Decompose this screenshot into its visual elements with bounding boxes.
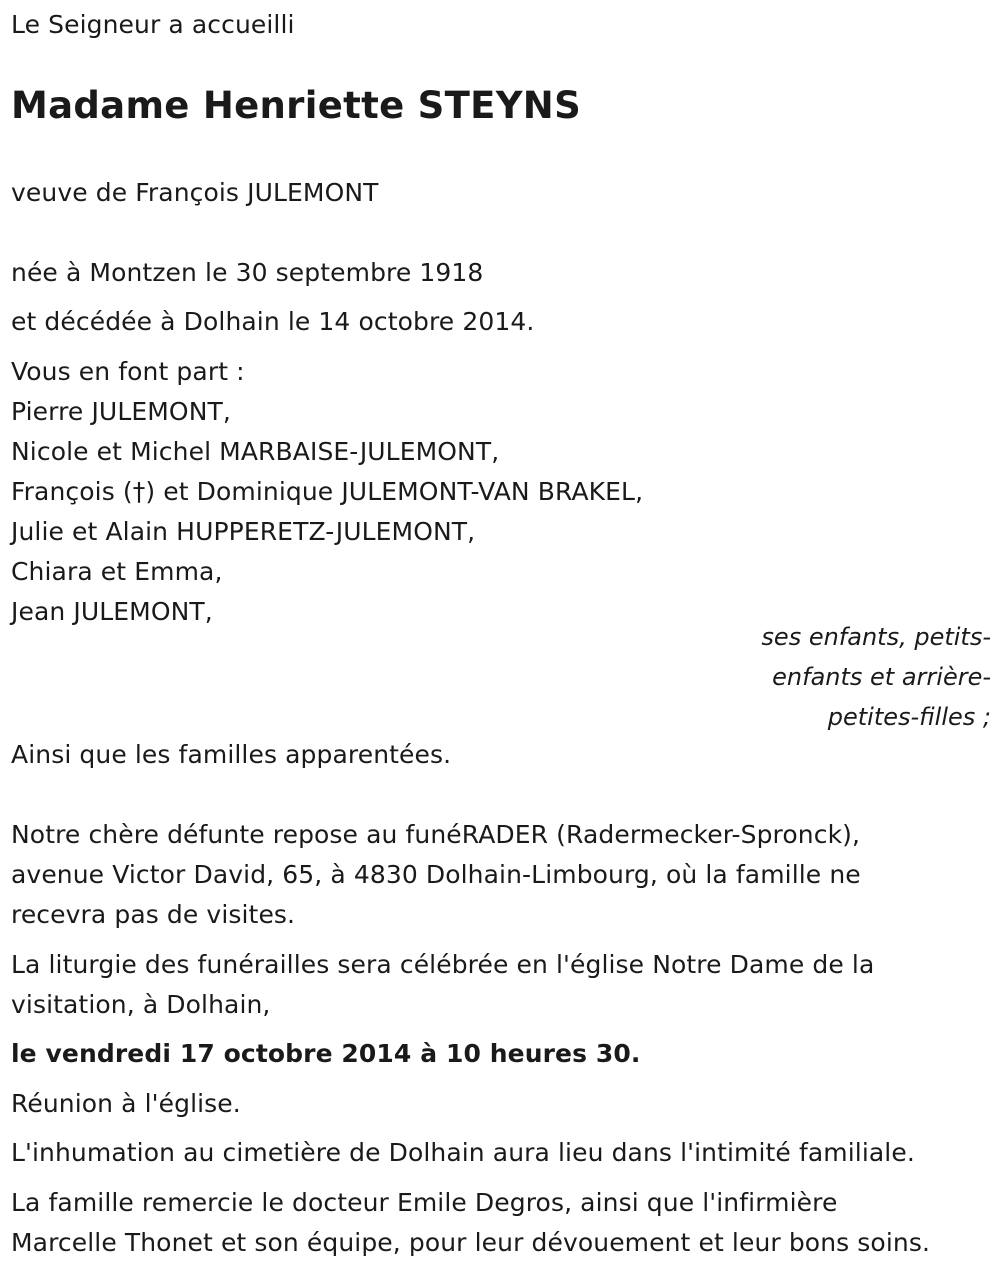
repose-line: recevra pas de visites. — [11, 900, 296, 929]
liturgy-line: visitation, à Dolhain, — [11, 990, 271, 1019]
family-member: Pierre JULEMONT, — [11, 397, 231, 426]
widow-of-line: veuve de François JULEMONT — [11, 178, 379, 207]
intro-line: Le Seigneur a accueilli — [11, 10, 295, 39]
family-member: Nicole et Michel MARBAISE-JULEMONT, — [11, 437, 500, 466]
family-member: François (†) et Dominique JULEMONT-VAN BRAKEL, — [11, 477, 644, 506]
family-relation: ses enfants, petits-enfants et arrière-petites-filles ; — [761, 623, 991, 731]
family-member: Julie et Alain HUPPERETZ-JULEMONT, — [11, 517, 476, 546]
funeral-date-time: le vendredi 17 octobre 2014 à 10 heures 30. — [11, 1039, 641, 1068]
repose-line: Notre chère défunte repose au funéRADER (Radermecker-Spronck), — [11, 820, 861, 849]
meeting-line: Réunion à l'église. — [11, 1089, 241, 1118]
thanks-line: La famille remercie le docteur Emile Degros, ainsi que l'infirmière — [11, 1188, 838, 1217]
family-member: Jean JULEMONT, — [11, 597, 213, 626]
burial-line: L'inhumation au cimetière de Dolhain aura lieu dans l'intimité familiale. — [11, 1138, 915, 1167]
death-line: et décédée à Dolhain le 14 octobre 2014. — [11, 307, 535, 336]
birth-line: née à Montzen le 30 septembre 1918 — [11, 258, 484, 287]
liturgy-line: La liturgie des funérailles sera célébrée en l'église Notre Dame de la — [11, 950, 875, 979]
deceased-name: Madame Henriette STEYNS — [11, 84, 582, 127]
thanks-line: Marcelle Thonet et son équipe, pour leur dévouement et leur bons soins. — [11, 1228, 930, 1257]
family-intro: Vous en font part : — [11, 357, 245, 386]
relatives-line: Ainsi que les familles apparentées. — [11, 740, 452, 769]
family-member: Chiara et Emma, — [11, 557, 223, 586]
repose-line: avenue Victor David, 65, à 4830 Dolhain-Limbourg, où la famille ne — [11, 860, 861, 889]
